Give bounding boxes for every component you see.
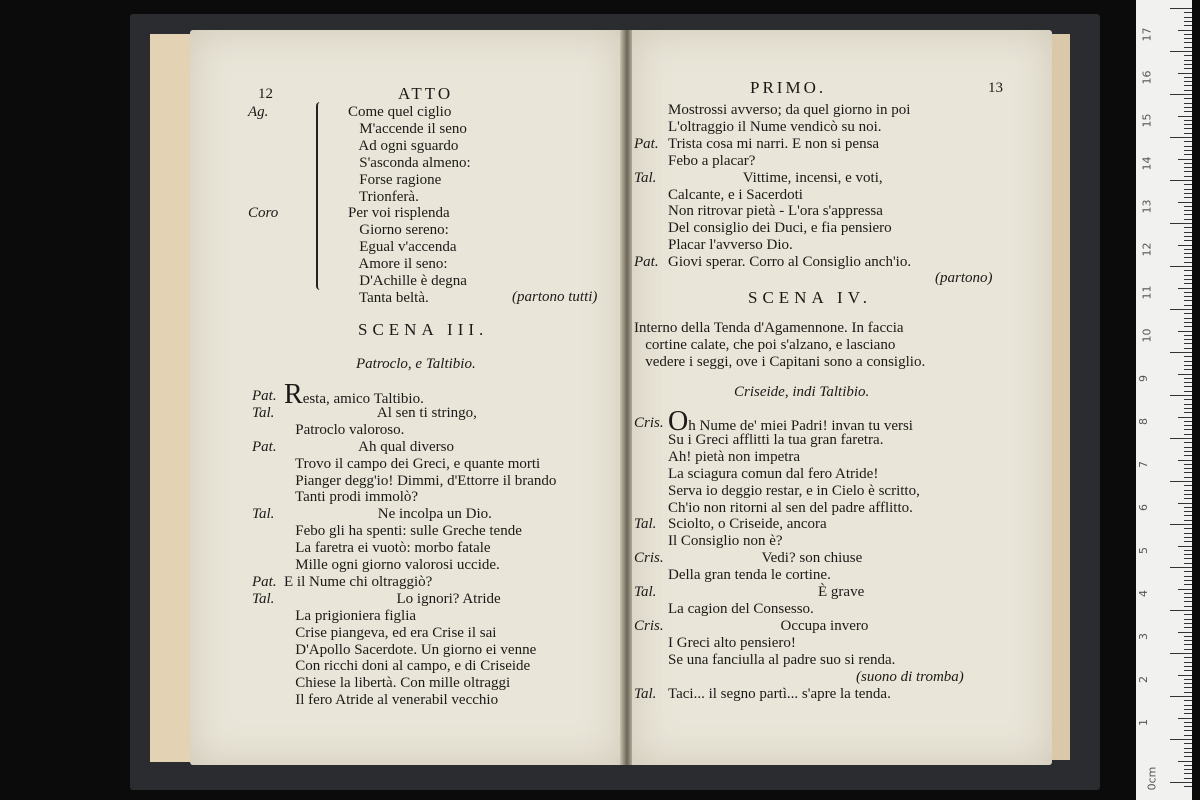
ruler-tick [1184,748,1192,749]
ruler-tick [1184,339,1192,340]
dialogue-line: La faretra ei vuotò: morbo fatale [284,540,491,557]
speaker-label: Pat. [634,135,659,152]
speaker-coro: Coro [248,205,279,221]
ruler-tick [1170,739,1192,740]
ruler-number: 13 [1140,199,1154,214]
ruler-tick [1184,657,1192,658]
ruler-number: 12 [1140,242,1154,257]
scene-title: SCENA III. [358,320,489,339]
ruler-tick [1170,567,1192,568]
dialogue-line: La cagion del Consesso. [668,600,814,617]
dialogue-line: Crise piangeva, ed era Crise il sai [284,624,497,641]
ruler-tick [1184,189,1192,190]
ruler-tick [1178,589,1192,590]
ruler-tick [1178,331,1192,332]
ruler-tick [1170,266,1192,267]
dialogue-line: Pianger degg'io! Dimmi, d'Ettorre il brando [284,472,557,489]
dialogue-line: Vedi? son chiuse [668,550,863,567]
ruler-tick [1184,713,1192,714]
ruler-tick [1178,202,1192,203]
ruler-tick [1178,761,1192,762]
ruler-tick [1178,30,1192,31]
ruler-tick [1184,107,1192,108]
ruler-tick [1184,253,1192,254]
speaker-label: Pat. [252,573,277,590]
ruler-tick [1184,90,1192,91]
dialogue-line: Chiese la libertà. Con mille oltraggi [284,675,511,692]
dialogue-line: Mostrossi avverso; da quel giorno in poi [668,102,911,118]
ruler-tick [1184,275,1192,276]
ruler-tick [1184,120,1192,121]
measurement-ruler [1136,0,1192,800]
ruler-number: 15 [1140,113,1154,128]
ruler-tick [1184,700,1192,701]
dialogue-line: Ah! pietà non impetra [668,448,801,465]
ruler-tick [1178,73,1192,74]
ruler-tick [1184,98,1192,99]
ruler-tick [1184,412,1192,413]
page-edge-left [150,34,195,762]
text-line: Giorno sereno: [348,222,449,239]
ruler-tick [1184,640,1192,641]
dialogue-text: h Nume de' miei Padri! invan tu versi [688,418,913,434]
ruler-tick [1184,584,1192,585]
aria-lines [348,104,471,307]
dialogue-line: Patroclo valoroso. [284,421,405,438]
scene-persons: Patroclo, e Taltibio. [356,356,476,372]
ruler-tick [1184,176,1192,177]
ruler-tick [1184,550,1192,551]
ruler-tick [1184,111,1192,112]
dialogue-line: Tanti prodi immolò? [284,489,419,506]
ruler-tick [1184,494,1192,495]
ruler-tick [1170,782,1192,783]
ruler-tick [1170,438,1192,439]
ruler-tick [1184,705,1192,706]
ruler-tick [1184,262,1192,263]
ruler-number: 17 [1140,27,1154,42]
ruler-tick [1184,55,1192,56]
ruler-tick [1184,511,1192,512]
ruler-number: 5 [1137,547,1150,554]
dialogue-line: È grave [668,584,865,600]
ruler-tick [1184,709,1192,710]
ruler-tick [1184,778,1192,779]
ruler-tick [1184,154,1192,155]
brace-mark [316,102,324,290]
ruler-tick [1184,408,1192,409]
ruler-tick [1170,8,1192,9]
dialogue-line: L'oltraggio il Nume vendicò su noi. [668,118,882,135]
dialogue-line: Su i Greci afflitti la tua gran faretra. [668,431,884,448]
ruler-tick [1184,472,1192,473]
ruler-tick [1184,619,1192,620]
ruler-tick [1184,348,1192,349]
ruler-tick [1184,515,1192,516]
stage-direction: (suono di tromba) [856,669,964,685]
dialogue-text: esta, amico Taltibio. [302,391,424,407]
ruler-tick [1184,692,1192,693]
ruler-tick [1178,288,1192,289]
dialogue-line: Del consiglio dei Duci, e fia pensiero [668,220,892,237]
dialogue-line: Mille ogni giorno valorosi uccide. [284,557,500,573]
scene-title: SCENA IV. [748,288,873,307]
dialogue-line: Placar l'avverso Dio. [668,237,793,254]
ruler-tick [1184,386,1192,387]
ruler-tick [1184,537,1192,538]
ruler-tick [1184,421,1192,422]
dialogue-line: Vittime, incensi, e voti, [668,169,883,186]
ruler-tick [1184,60,1192,61]
ruler-tick [1184,322,1192,323]
speaker-label: Tal. [252,590,275,607]
ruler-tick [1170,51,1192,52]
text-line: D'Achille è degna [348,273,467,290]
ruler-tick [1184,593,1192,594]
ruler-tick [1184,25,1192,26]
ruler-tick [1184,356,1192,357]
ruler-tick [1184,141,1192,142]
ruler-tick [1184,425,1192,426]
dialogue-line: Sciolto, o Criseide, ancora [668,516,827,533]
ruler-tick [1184,606,1192,607]
ruler-tick [1184,468,1192,469]
speaker-label: Cris. [634,550,664,567]
speaker-label: Pat. [634,254,659,271]
right-page-number: 13 [988,80,1003,96]
text-line: M'accende il seno [348,120,467,137]
ruler-tick [1184,442,1192,443]
ruler-tick [1184,257,1192,258]
ruler-number: 11 [1140,285,1154,300]
ruler-tick [1170,137,1192,138]
ruler-tick [1184,343,1192,344]
ruler-tick [1178,675,1192,676]
dialogue-line: Il fero Atride al venerabil vecchio [284,692,499,709]
ruler-tick [1184,68,1192,69]
ruler-tick [1184,146,1192,147]
ruler-tick [1184,124,1192,125]
ruler-tick [1184,150,1192,151]
ruler-tick [1184,313,1192,314]
page-edge-right [1050,34,1070,760]
text-line: cortine calate, che poi s'alzano, e lasciano [634,336,896,353]
speaker-label: Cris. [634,415,664,431]
ruler-tick [1178,632,1192,633]
ruler-tick [1184,81,1192,82]
ruler-tick [1184,623,1192,624]
dialogue-line: Calcante, e i Sacerdoti [668,186,803,203]
ruler-tick [1184,128,1192,129]
ruler-tick [1184,666,1192,667]
ruler-tick [1184,490,1192,491]
ruler-tick [1184,597,1192,598]
dialogue-line: I Greci alto pensiero! [668,634,796,651]
text-line: Per voi risplenda [348,205,450,222]
dialogue-line: Con ricchi doni al campo, e di Criseide [284,658,531,675]
dialogue-line: Ch'io non ritorni al sen del padre afflitto. [668,499,913,516]
ruler-tick [1178,374,1192,375]
text-line: Come quel ciglio [348,104,452,120]
ruler-tick [1178,503,1192,504]
ruler-tick [1184,232,1192,233]
text-line: Trionferà. [348,188,419,205]
ruler-tick [1170,395,1192,396]
ruler-tick [1184,163,1192,164]
ruler-tick [1184,361,1192,362]
ruler-tick [1178,718,1192,719]
text-line: Forse ragione [348,171,442,188]
dialogue-line: Trovo il campo dei Greci, e quante morti [284,455,541,472]
dialogue-line: Serva io deggio restar, e in Cielo è scritto, [668,482,920,499]
ruler-tick [1184,580,1192,581]
dialogue-line: E il Nume chi oltraggiò? [284,573,433,590]
dialogue-line: Al sen ti stringo, [284,404,477,421]
ruler-tick [1184,249,1192,250]
ruler-tick [1184,399,1192,400]
ruler-tick [1184,735,1192,736]
ruler-tick [1184,434,1192,435]
text-line: Egual v'accenda [348,239,457,256]
ruler-tick [1184,455,1192,456]
ruler-tick [1184,507,1192,508]
text-line: vedere i seggi, ove i Capitani sono a consiglio. [634,353,926,370]
text-line: Tanta beltà. [348,289,429,306]
ruler-tick [1184,485,1192,486]
ruler-tick [1170,352,1192,353]
ruler-tick [1170,309,1192,310]
text-line: Amore il seno: [348,256,448,273]
ruler-tick [1184,756,1192,757]
ruler-tick [1184,429,1192,430]
ruler-tick [1170,653,1192,654]
dialogue-line: Se una fanciulla al padre suo si renda. [668,651,896,668]
ruler-tick [1170,223,1192,224]
ruler-number: 9 [1137,375,1150,382]
ruler-number: 16 [1140,70,1154,85]
dialogue-line: Ne incolpa un Dio. [284,506,492,523]
ruler-tick [1184,627,1192,628]
ruler-tick [1184,283,1192,284]
ruler-tick [1184,296,1192,297]
ruler-unit: 0cm [1145,766,1159,791]
ruler-tick [1184,683,1192,684]
speaker-label: Tal. [634,516,657,533]
ruler-tick [1184,601,1192,602]
ruler-tick [1184,210,1192,211]
ruler-tick [1184,576,1192,577]
ruler-tick [1184,193,1192,194]
speaker-label: Pat. [252,388,277,404]
speaker-label: Cris. [634,617,664,634]
ruler-tick [1184,236,1192,237]
ruler-tick [1184,447,1192,448]
ruler-tick [1184,773,1192,774]
ruler-tick [1170,180,1192,181]
ruler-number: 14 [1140,156,1154,171]
ruler-tick [1184,47,1192,48]
ruler-tick [1184,391,1192,392]
ruler-number: 8 [1137,418,1150,425]
dialogue-line: Non ritrovar pietà - L'ora s'appressa [668,203,883,220]
ruler-tick [1184,42,1192,43]
ruler-tick [1184,649,1192,650]
ruler-tick [1184,498,1192,499]
dialogue-line: Il Consiglio non è? [668,533,783,550]
ruler-tick [1184,743,1192,744]
drop-cap: R [284,379,303,410]
ruler-tick [1178,460,1192,461]
dialogue-line: Taci... il segno partì... s'apre la tenda. [668,686,891,702]
speaker-label: Tal. [252,404,275,421]
ruler-tick [1170,696,1192,697]
ruler-tick [1178,546,1192,547]
speaker-label: Tal. [252,506,275,523]
ruler-tick [1170,610,1192,611]
dialogue-line: Lo ignori? Atride [284,590,501,607]
dialogue-line: Febo gli ha spenti: sulle Greche tende [284,523,522,540]
ruler-tick [1184,197,1192,198]
ruler-number: 7 [1137,461,1150,468]
ruler-tick [1184,365,1192,366]
scene-persons: Criseide, indi Taltibio. [734,384,870,400]
ruler-tick [1184,64,1192,65]
ruler-number: 6 [1137,504,1150,511]
text-line: Ad ogni sguardo [348,137,459,154]
dialogue-line: Della gran tenda le cortine. [668,567,831,584]
speaker-label: Tal. [634,584,657,600]
ruler-tick [1184,464,1192,465]
ruler-number: 1 [1137,719,1150,726]
ruler-tick [1184,12,1192,13]
ruler-number: 10 [1140,328,1154,343]
stage-direction: (partono) [935,270,993,286]
ruler-tick [1184,679,1192,680]
ruler-tick [1184,300,1192,301]
ruler-tick [1170,481,1192,482]
ruler-tick [1184,17,1192,18]
ruler-tick [1184,541,1192,542]
ruler-tick [1184,786,1192,787]
ruler-tick [1184,219,1192,220]
ruler-tick [1184,571,1192,572]
dialogue-line: Febo a placar? [668,152,756,169]
ruler-tick [1184,614,1192,615]
text-line: S'asconda almeno: [348,154,471,171]
ruler-tick [1184,279,1192,280]
ruler-tick [1178,116,1192,117]
ruler-tick [1178,159,1192,160]
ruler-tick [1184,687,1192,688]
ruler-number: 4 [1137,590,1150,597]
ruler-tick [1184,382,1192,383]
ruler-tick [1184,335,1192,336]
ruler-tick [1184,133,1192,134]
ruler-tick [1184,404,1192,405]
ruler-tick [1184,644,1192,645]
ruler-tick [1184,752,1192,753]
ruler-tick [1184,21,1192,22]
ruler-tick [1184,77,1192,78]
ruler-tick [1184,730,1192,731]
ruler-tick [1170,524,1192,525]
dialogue-line: La prigioniera figlia [284,607,417,624]
ruler-tick [1184,171,1192,172]
ruler-tick [1184,636,1192,637]
drop-cap: O [668,406,689,437]
ruler-tick [1184,369,1192,370]
speaker-label: Pat. [252,438,277,455]
ruler-tick [1184,765,1192,766]
stage-direction: (partono tutti) [512,289,598,305]
speaker-label: Tal. [634,686,657,702]
ruler-tick [1184,85,1192,86]
left-running-header: ATTO [398,84,454,103]
ruler-tick [1184,726,1192,727]
left-page-number: 12 [258,86,273,102]
ruler-number: 3 [1137,633,1150,640]
dialogue-line: Ah qual diverso [284,438,454,455]
ruler-tick [1184,326,1192,327]
ruler-tick [1184,292,1192,293]
right-running-header: PRIMO. [750,78,827,97]
ruler-tick [1184,227,1192,228]
ruler-tick [1184,305,1192,306]
ruler-tick [1178,245,1192,246]
ruler-tick [1184,528,1192,529]
ruler-tick [1184,662,1192,663]
speaker-ag: Ag. [248,104,269,120]
ruler-number: 2 [1137,676,1150,683]
ruler-tick [1184,240,1192,241]
ruler-tick [1170,94,1192,95]
dialogue-line: Occupa invero [668,617,869,634]
text-line: Interno della Tenda d'Agamennone. In faccia [634,320,904,336]
ruler-tick [1184,520,1192,521]
ruler-tick [1184,214,1192,215]
dialogue-line: Trista cosa mi narri. E non si pensa [668,135,880,152]
speaker-label: Tal. [634,169,657,186]
ruler-tick [1184,34,1192,35]
ruler-tick [1184,563,1192,564]
ruler-tick [1184,184,1192,185]
ruler-tick [1184,378,1192,379]
ruler-tick [1184,38,1192,39]
ruler-tick [1184,670,1192,671]
ruler-tick [1184,533,1192,534]
ruler-tick [1184,270,1192,271]
dialogue-line: La sciagura comun dal fero Atride! [668,465,879,482]
ruler-tick [1184,318,1192,319]
scene-setting [634,320,925,371]
ruler-tick [1184,451,1192,452]
ruler-tick [1184,167,1192,168]
ruler-tick [1184,769,1192,770]
ruler-tick [1184,477,1192,478]
ruler-tick [1184,722,1192,723]
ruler-tick [1184,206,1192,207]
ruler-tick [1184,103,1192,104]
dialogue-line: D'Apollo Sacerdote. Un giorno ei venne [284,641,537,658]
ruler-tick [1178,417,1192,418]
dialogue-line: Giovi sperar. Corro al Consiglio anch'io. [668,254,912,271]
ruler-tick [1184,558,1192,559]
ruler-tick [1184,554,1192,555]
